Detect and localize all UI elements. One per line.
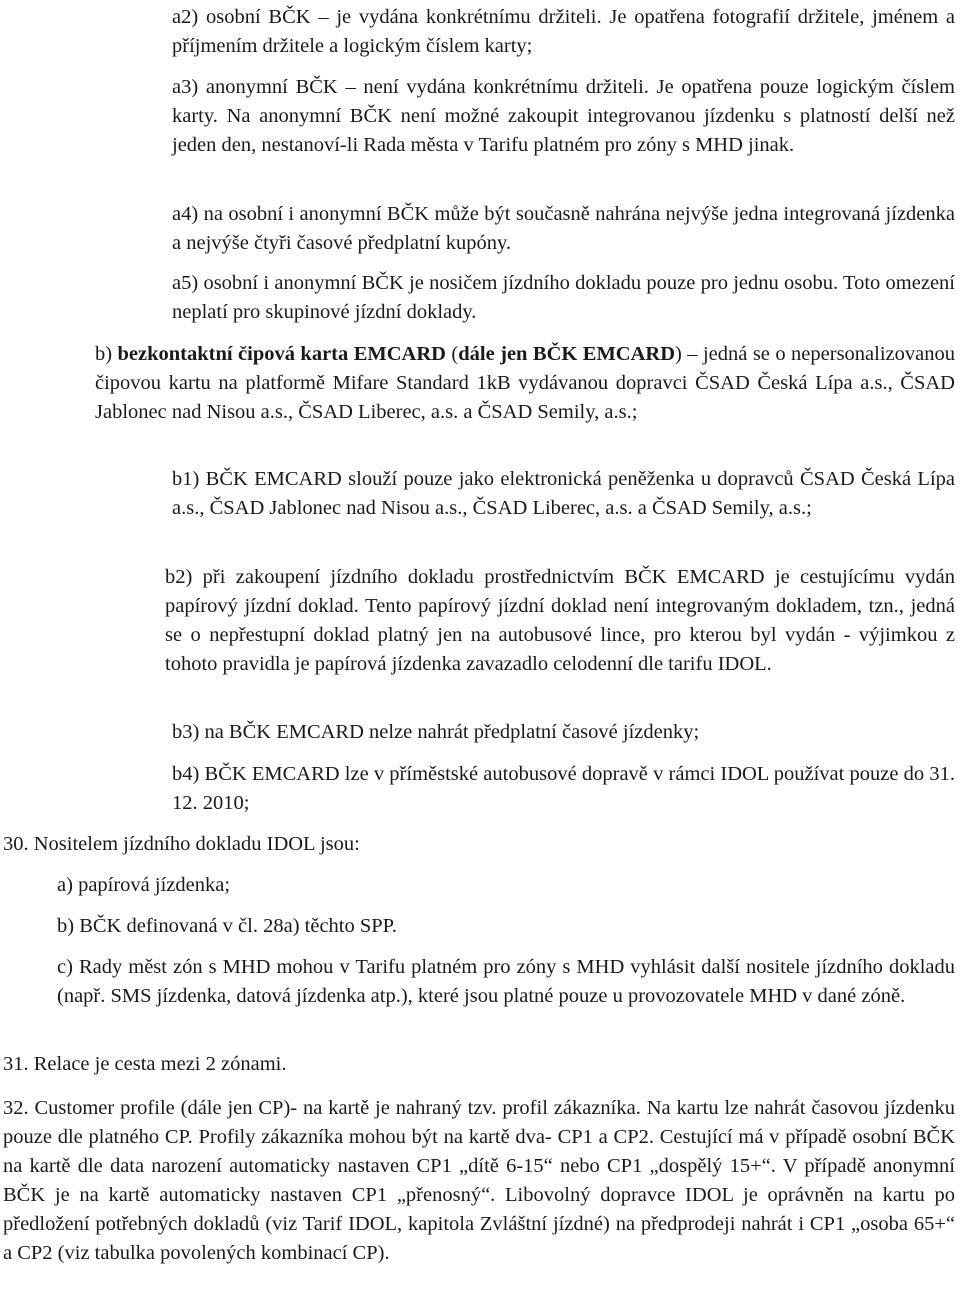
item-a3-label: a3) bbox=[172, 76, 199, 98]
item-b-text: ) – jedná se o nepersonalizovanou čipovou kartu na platformě Mifare Standard 1kB vydávanou dopravci ČSAD Česká Lípa a.s., ČSAD Jablonec nad Nisou a.s., ČSAD Liberec, a.s. a ČSAD Semily, a.s.; bbox=[95, 343, 955, 423]
item-b1-text: BČK EMCARD slouží pouze jako elektronická peněženka u dopravců ČSAD Česká Lípa a.s., ČSAD Jablonec nad Nisou a.s., ČSAD Liberec, a.s. a ČSAD Semily, a.s.; bbox=[172, 468, 955, 519]
item-a3 bbox=[172, 73, 955, 160]
item-b3-label: b3) bbox=[172, 721, 200, 743]
item-b4 bbox=[172, 760, 955, 818]
item-30b-text: BČK definovaná v čl. 28a) těchto SPP. bbox=[79, 915, 397, 937]
item-30c-label: c) bbox=[57, 956, 73, 978]
item-a4 bbox=[172, 200, 955, 258]
item-b2-text: při zakoupení jízdního dokladu prostřednictvím BČK EMCARD je cestujícímu vydán papírový jízdní doklad. Tento papírový jízdní doklad není integrovaným dokladem, tzn., jedná se o nepřestupní doklad platný jen na autobusové lince, pro kterou byl vydán - výjimkou z tohoto pravidla je papírová jízdenka zavazadlo celodenní dle tarifu IDOL. bbox=[165, 566, 955, 675]
item-a5-text: osobní i anonymní BČK je nosičem jízdního dokladu pouze pro jednu osobu. Toto omezení neplatí pro skupinové jízdní doklady. bbox=[172, 272, 955, 323]
section-30-text: 30. Nositelem jízdního dokladu IDOL jsou: bbox=[3, 833, 360, 855]
item-b-paren: ( bbox=[445, 343, 459, 365]
item-30a bbox=[57, 871, 897, 900]
item-a2-label: a2) bbox=[172, 6, 199, 28]
item-b1 bbox=[172, 465, 955, 523]
section-30-heading bbox=[3, 830, 903, 859]
item-a3-text: anonymní BČK – není vydána konkrétnímu držiteli. Je opatřena pouze logickým číslem karty. Na anonymní BČK není možné zakoupit integrovanou jízdenku s platností delší než jeden den, nestanoví-li Rada města v Tarifu platném pro zóny s MHD jinak. bbox=[172, 76, 955, 156]
item-a5-label: a5) bbox=[172, 272, 199, 294]
item-b2-label: b2) bbox=[165, 566, 193, 588]
item-b2 bbox=[165, 563, 955, 679]
item-a4-text: na osobní i anonymní BČK může být současně nahrána nejvýše jedna integrovaná jízdenka a nejvýše čtyři časové předplatní kupóny. bbox=[172, 203, 955, 254]
item-30b bbox=[57, 912, 897, 941]
item-b1-label: b1) bbox=[172, 468, 200, 490]
item-b-bold-abbrev: dále jen BČK EMCARD bbox=[458, 343, 676, 365]
item-b-label: b) bbox=[95, 343, 113, 365]
item-b4-label: b4) bbox=[172, 763, 200, 785]
item-a5 bbox=[172, 269, 955, 327]
item-30a-label: a) bbox=[57, 874, 73, 896]
item-a2 bbox=[172, 3, 955, 61]
item-a2-text: osobní BČK – je vydána konkrétnímu držiteli. Je opatřena fotografií držitele, jménem a příjmením držitele a logickým číslem karty; bbox=[172, 6, 956, 57]
item-30b-label: b) bbox=[57, 915, 75, 937]
item-b4-text: BČK EMCARD lze v příměstské autobusové dopravě v rámci IDOL používat pouze do 31. 12. 2010; bbox=[172, 763, 955, 814]
item-b3-text: na BČK EMCARD nelze nahrát předplatní časové jízdenky; bbox=[204, 721, 700, 743]
item-b3 bbox=[172, 718, 955, 747]
section-32 bbox=[3, 1094, 955, 1268]
section-32-text: 32. Customer profile (dále jen CP)- na kartě je nahraný tzv. profil zákazníka. Na kartu lze nahrát časovou jízdenku pouze dle platného CP. Profily zákazníka mohou být na kartě dva- CP1 a CP2. Cestující má v případě osobní BČK na kartě dle data narození automaticky nastaven CP1 „dítě 6-15“ nebo CP1 „dospělý 15+“. V případě anonymní BČK je na kartě automaticky nastaven CP1 „přenosný“. Libovolný dopravce IDOL je oprávněn na kartu po předložení potřebných dokladů (viz Tarif IDOL, kapitola Zvláštní jízdné) na předprodeji nahrát i CP1 „osoba 65+“ a CP2 (viz tabulka povolených kombinací CP). bbox=[3, 1097, 955, 1264]
item-b bbox=[95, 340, 955, 427]
section-31-text: 31. Relace je cesta mezi 2 zónami. bbox=[3, 1053, 287, 1075]
item-30a-text: papírová jízdenka; bbox=[78, 874, 231, 896]
section-31 bbox=[3, 1050, 903, 1079]
item-30c bbox=[57, 953, 955, 1011]
item-b-bold-title: bezkontaktní čipová karta EMCARD bbox=[117, 343, 446, 365]
item-30c-text: Rady měst zón s MHD mohou v Tarifu platném pro zóny s MHD vyhlásit další nositele jízdního dokladu (např. SMS jízdenka, datová jízdenka atp.), které jsou platné pouze u provozovatele MHD v dané zóně. bbox=[57, 956, 956, 1007]
item-a4-label: a4) bbox=[172, 203, 199, 225]
